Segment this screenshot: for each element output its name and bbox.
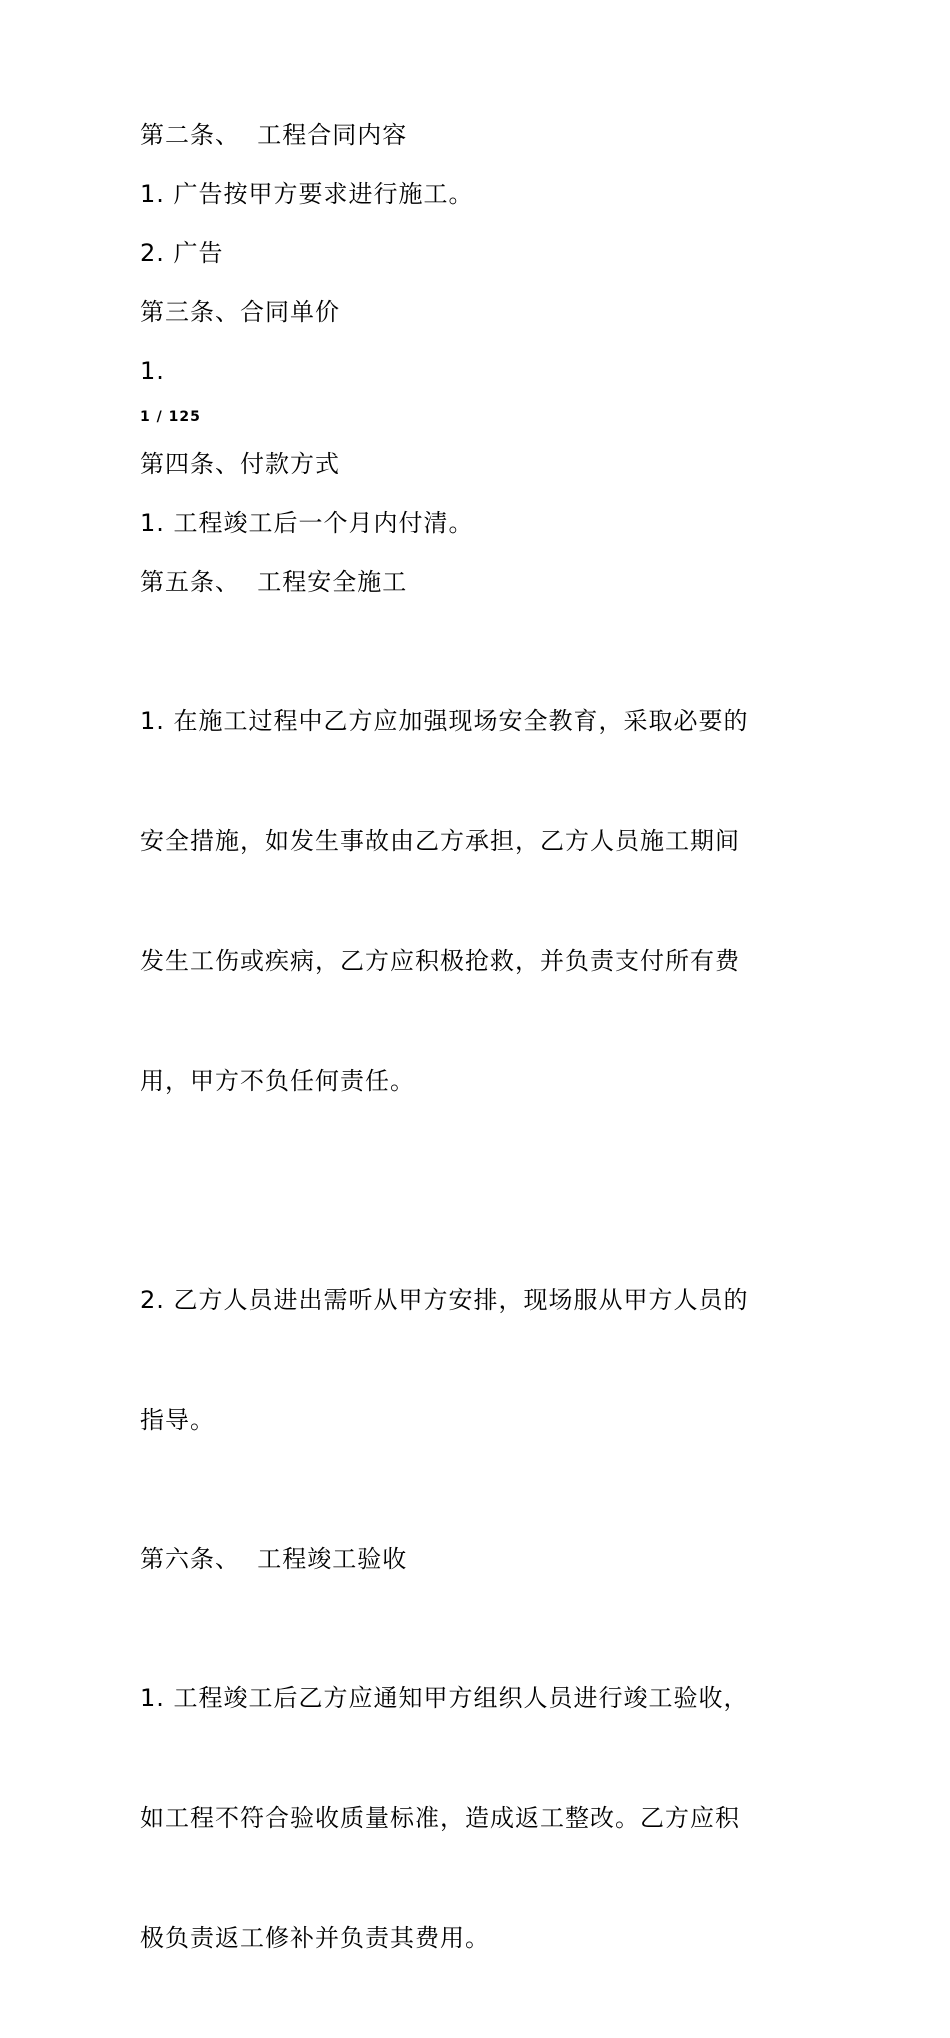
clause-line: 如工程不符合验收质量标准，造成返工整改。乙方应积	[140, 1804, 740, 1832]
clause-line: 安全措施，如发生事故由乙方承担，乙方人员施工期间	[140, 827, 740, 855]
clause-line: 1. 工程竣工后乙方应通知甲方组织人员进行竣工验收，	[140, 1684, 749, 1712]
section-heading-6: 第六条、 工程竣工验收	[140, 1545, 408, 1573]
clause-line: 发生工伤或疾病，乙方应积极抢救，并负责支付所有费	[140, 947, 740, 975]
clause-item-multiline	[140, 1598, 800, 2038]
clause-line: 指导。	[140, 1406, 215, 1434]
clause-item: 1. 工程竣工后一个月内付清。	[140, 509, 474, 537]
page-number: 1 / 125	[140, 409, 201, 425]
clause-item: 1.	[140, 357, 165, 385]
clause-line: 极负责返工修补并负责其费用。	[140, 1924, 490, 1952]
section-heading-2: 第二条、 工程合同内容	[140, 121, 408, 149]
section-heading-4: 第四条、付款方式	[140, 450, 340, 478]
clause-item-multiline	[140, 621, 800, 1181]
clause-line: 2. 乙方人员进出需听从甲方安排，现场服从甲方人员的	[140, 1286, 749, 1314]
section-heading-3: 第三条、合同单价	[140, 298, 340, 326]
clause-item-multiline	[140, 1200, 800, 1520]
clause-line: 1. 在施工过程中乙方应加强现场安全教育，采取必要的	[140, 707, 749, 735]
clause-line: 用，甲方不负任何责任。	[140, 1067, 415, 1095]
clause-item: 2. 广告	[140, 239, 224, 267]
clause-item: 1. 广告按甲方要求进行施工。	[140, 180, 474, 208]
section-heading-5: 第五条、 工程安全施工	[140, 568, 408, 596]
